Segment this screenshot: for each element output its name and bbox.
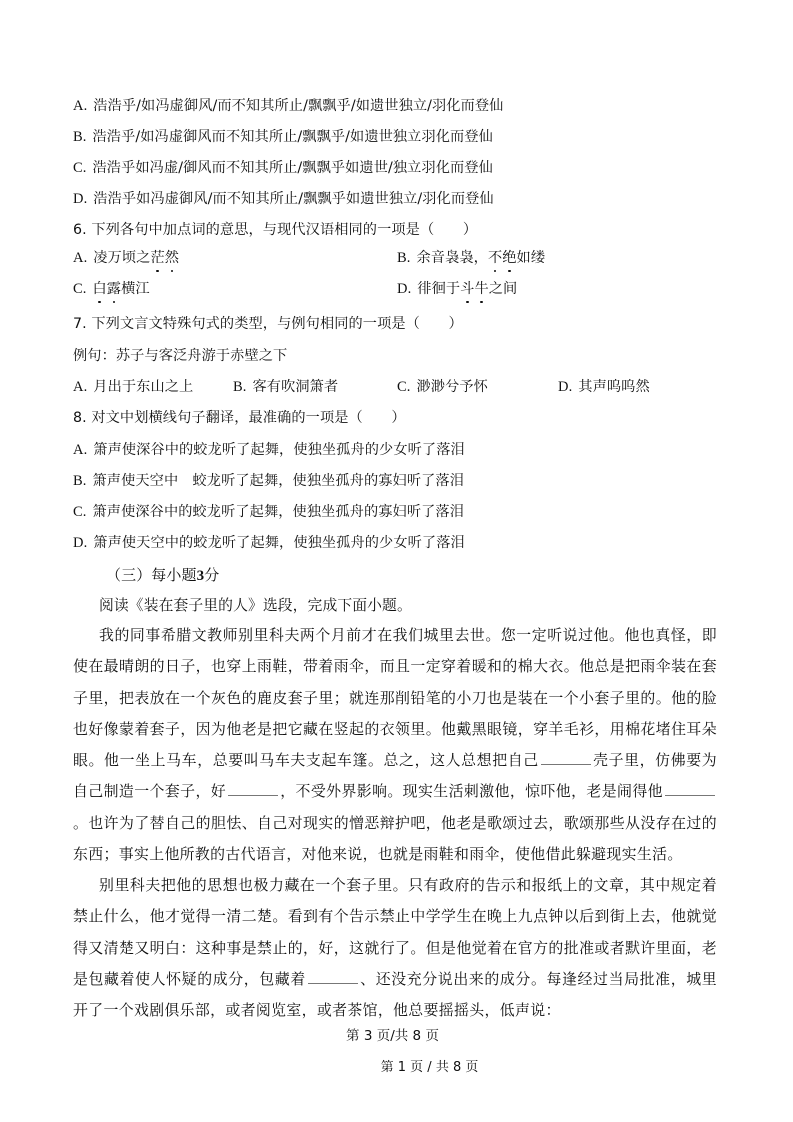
option-label: A. [73, 379, 88, 395]
passage-paragraph-1 [73, 620, 717, 870]
passage-text: 壳子里，仿佛要为自己制造一个套子，好 [73, 751, 717, 801]
q8-option-a [73, 440, 465, 460]
option-text: 横江 [121, 281, 150, 297]
option-text: 徘徊于 [417, 281, 461, 297]
passage-paragraph-2 [73, 870, 717, 1026]
option-label: D. [73, 191, 88, 207]
q7-option-d [558, 377, 650, 397]
q6-row-1 [73, 248, 723, 268]
fill-blank-1[interactable] [541, 763, 591, 765]
option-text: 浩浩乎/如冯虚御风而不知其所止/飘飘乎/如遗世独立羽化而登仙 [92, 129, 493, 145]
q5-option-b [73, 127, 493, 147]
passage-text: ，不受外界影响。现实生活刺激他，惊吓他，老是闹得他 [280, 782, 663, 801]
q6-option-d [397, 279, 517, 299]
emphasis-dot-char: 白 [92, 281, 107, 297]
q5-option-d [73, 189, 494, 209]
passage-text: 、还没充分说出来的成分。每逢经过当局批准，城里开了一个戏剧俱乐部，或者阅览室，或者茶馆，他总要摇摇头，低声说： [73, 969, 717, 1020]
emphasis-dot-char: 露 [106, 281, 122, 297]
q6-row-2 [73, 279, 723, 299]
q7-option-a [73, 377, 193, 397]
option-text: 其声呜呜然 [578, 379, 650, 395]
option-label: B. [73, 473, 87, 489]
passage-text: 。也许为了替自己的胆怯、自己对现实的憎恶辩护吧，他老是歌颂过去，歌颂那些从没存在过的东西；事实上他所教的古代语言，对他来说，也就是雨鞋和雨伞，使他借此躲避现实生活。 [73, 813, 717, 864]
q7-option-c [397, 377, 488, 397]
q7-example: 例句：苏子与客泛舟游于赤壁之下 [73, 348, 288, 364]
option-text: 箫声使深谷中的蛟龙听了起舞，使独坐孤舟的少女听了落泪 [93, 442, 465, 458]
option-text: 浩浩乎如冯虚/御风而不知其所止/飘飘乎如遗世/独立羽化而登仙 [92, 160, 493, 176]
outer-page-number: 第 1 页 / 共 8 页 [380, 1060, 479, 1075]
q8-option-d [73, 533, 465, 553]
passage-text: 别里科夫把他的思想也极力藏在一个套子里。只有政府的告示和报纸上的文章，其中规定着禁止什么，他才觉得一清二楚。看到有个告示禁止中学学生在晚上九点钟以后到街上去，他就觉得又清楚又明白：这种事是禁止的，好，这就行了。但是他觉着在官方的批准或者默许里面，老是包藏着使人怀疑的成分，包藏着 [73, 876, 717, 988]
emphasis-dot-char: 牛 [474, 281, 489, 297]
option-text: 凌万顷之 [93, 250, 151, 266]
q7-options-row [73, 377, 723, 397]
passage-text: 我的同事希腊文教师别里科夫两个月前才在我们城里去世。您一定听说过他。他也真怪，即使在最晴朗的日子，也穿上雨鞋，带着雨伞，而且一定穿着暖和的棉大衣。他总是把雨伞装在套子里，把表放在一个灰色的鹿皮套子里；就连那削铅笔的小刀也是装在一个小套子里的。他的脸也好像蒙着套子，因为他老是把它藏在竖起的衣领里。他戴黑眼镜，穿羊毛衫，用棉花堵住耳朵眼。他一坐上马车，总要叫马车夫支起车篷。总之，这人总想把自己 [73, 626, 717, 770]
option-label: D. [558, 379, 573, 395]
fill-blank-3[interactable] [665, 794, 715, 796]
option-label: C. [73, 160, 87, 176]
option-text: 渺渺兮予怀 [416, 379, 488, 395]
dotted-word [93, 281, 122, 297]
option-text: 余音袅袅， [416, 250, 488, 266]
heading-text: （三）每小题 [106, 566, 197, 584]
q8-option-b [73, 471, 464, 491]
option-text: 浩浩乎如冯虚御风/而不知其所止/飘飘乎如遗世独立/羽化而登仙 [93, 191, 494, 207]
dotted-word [488, 250, 517, 266]
option-label: A. [73, 250, 88, 266]
inner-page-number: 第 3 页/共 8 页 [346, 1028, 439, 1044]
q6-option-b [397, 248, 545, 268]
q8-option-c [73, 502, 464, 522]
option-text: 客有吹洞箫者 [252, 379, 339, 395]
option-text: 之间 [488, 281, 518, 297]
q7-option-b [233, 377, 338, 397]
option-label: A. [73, 442, 88, 458]
dotted-word [460, 281, 489, 297]
q6-option-a [73, 250, 179, 266]
q5-option-a [73, 96, 503, 116]
option-label: B. [233, 379, 247, 395]
section-heading [106, 565, 219, 586]
emphasis-dot-char: 绝 [502, 250, 517, 266]
emphasis-dot-char: 斗 [460, 281, 475, 297]
option-label: C. [73, 281, 87, 297]
option-label: B. [397, 250, 411, 266]
heading-score: 3 [196, 568, 205, 584]
option-text: 箫声使天空中的蛟龙听了起舞，使独坐孤舟的少女听了落泪 [93, 535, 465, 551]
option-text: 箫声使深谷中的蛟龙听了起舞，使独坐孤舟的寡妇听了落泪 [92, 504, 464, 520]
option-label: D. [73, 535, 88, 551]
emphasis-dot-char: 不 [487, 250, 503, 266]
heading-text: 分 [204, 566, 220, 584]
option-text: 箫声使天空中 蛟龙听了起舞，使独坐孤舟的寡妇听了落泪 [92, 473, 464, 489]
option-label: C. [397, 379, 411, 395]
emphasis-dot-char: 茫 [150, 250, 165, 266]
option-label: B. [73, 129, 87, 145]
q8-stem: 8. 对文中划横线句子翻译，最准确的一项是（ ） [73, 410, 406, 426]
fill-blank-2[interactable] [228, 794, 278, 796]
reading-instruction: 阅读《装在套子里的人》选段，完成下面小题。 [99, 597, 412, 614]
q6-stem: 6. 下列各句中加点词的意思，与现代汉语相同的一项是（ ） [73, 222, 478, 238]
fill-blank-4[interactable] [308, 982, 358, 984]
q5-option-c [73, 158, 493, 178]
option-text: 月出于东山之上 [93, 379, 194, 395]
option-text: 浩浩乎/如冯虚御风/而不知其所止/飘飘乎/如遗世独立/羽化而登仙 [93, 98, 504, 114]
emphasis-dot-char: 然 [164, 250, 180, 266]
option-text: 如缕 [516, 250, 546, 266]
option-label: D. [397, 281, 412, 297]
q6-option-c [73, 281, 150, 297]
dotted-word [150, 250, 179, 266]
option-label: C. [73, 504, 87, 520]
option-label: A. [73, 98, 88, 114]
q7-stem: 7. 下列文言文特殊句式的类型，与例句相同的一项是（ ） [73, 316, 463, 332]
